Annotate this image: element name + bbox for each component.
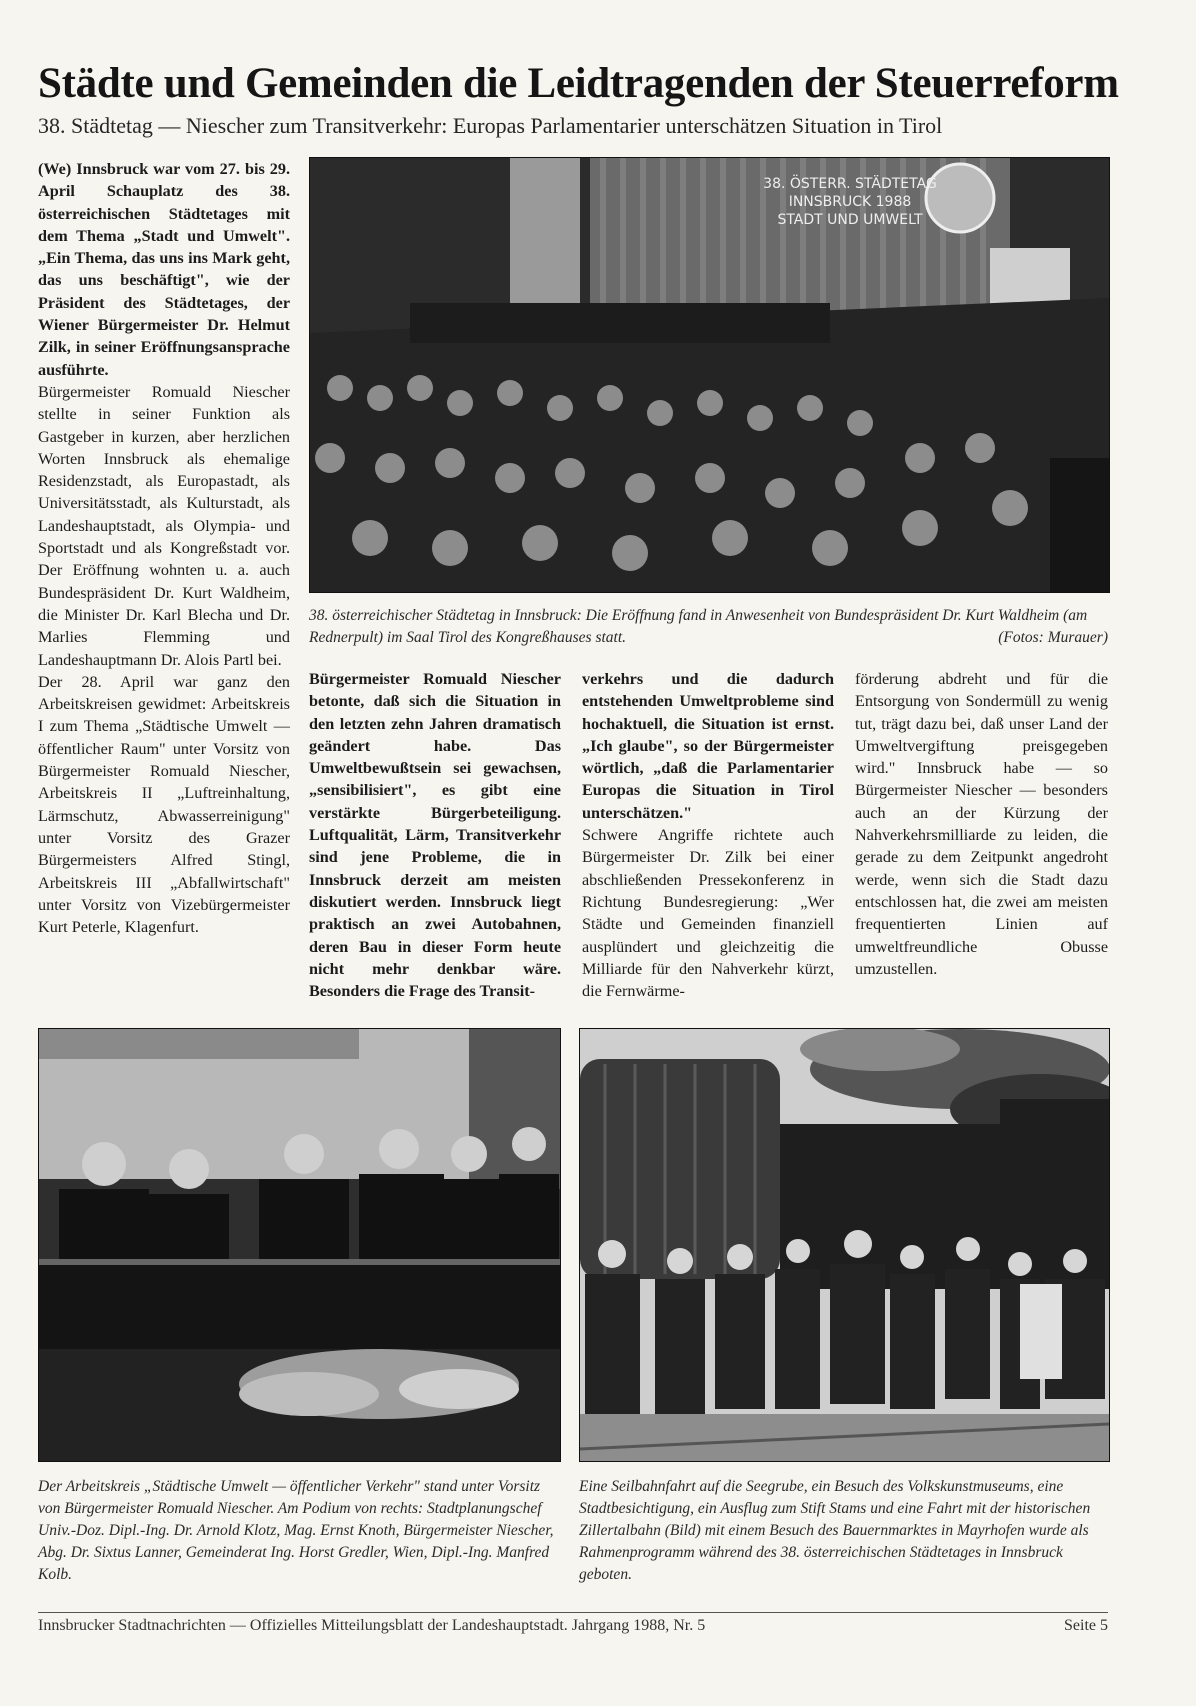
body-paragraph: förderung abdreht und für die Entsorgung von Sondermüll zu wenig tut, trägt dazu bei, daß unser Land der Umweltvergiftung preisgegeben wird." Innsbruck habe — so Bürgermeister Niescher — besonders auch an der Kürzung der Nahverkehrsmilliarde zu leiden, die gerade zu dem Zeitpunkt angedroht werde, wenn sich die Stadt dazu entschlossen hat, die zwei am meisten frequentierten Linien auf umweltfreundliche Obusse umzustellen.: [855, 670, 1108, 978]
footer-rule: [38, 1612, 1108, 1613]
podium-photo-caption: Der Arbeitskreis „Städtische Umwelt — öffentlicher Verkehr" stand unter Vorsitz von Bürgermeister Romuald Niescher. Am Podium von rechts: Stadtplanungschef Univ.-Doz. Dipl.-Ing. Dr. Arnold Klotz, Mag. Ernst Knoth, Bürgermeister Niescher, Abg. Dr. Sixtus Lanner, Gemeinderat Ing. Horst Gredler, Wien, Dipl.-Ing. Manfred Kolb.: [38, 1478, 554, 1583]
subheadline: 38. Städtetag — Niescher zum Transitverkehr: Europas Parlamentarier unterschätzen Situation in Tirol: [38, 113, 943, 138]
banner-line-1: 38. ÖSTERR. STÄDTETAG: [763, 176, 937, 192]
footer-publication: Innsbrucker Stadtnachrichten — Offizielles Mitteilungsblatt der Landeshauptstadt. Jahrgang 1988, Nr. 5: [38, 1617, 706, 1634]
conference-hall-image: [310, 158, 1109, 592]
footer-page-number: Seite 5: [1064, 1617, 1108, 1634]
article-column-4: [855, 668, 1108, 980]
train-photo-caption: Eine Seilbahnfahrt auf die Seegrube, ein Besuch des Volkskunstmuseums, eine Stadtbesichtigung, ein Ausflug zum Stift Stams und eine Fahrt mit der historischen Zillertalbahn (Bild) mit einem Besuch des Bauernmarktes in Mayrhofen wurde als Rahmenprogramm während des 38. österreichischen Städtetages in Innsbruck geboten.: [579, 1478, 1091, 1583]
train-image: [580, 1029, 1109, 1461]
body-paragraph: Der 28. April war ganz den Arbeitskreisen gewidmet: Arbeitskreis I zum Thema „Städtische Umwelt — öffentlicher Raum" unter Vorsitz von Bürgermeister Romuald Niescher, Arbeitskreis II „Luftreinhaltung, Lärmschutz, Abwasserreinigung" unter Vorsitz des Grazer Bürgermeisters Alfred Stingl, Arbeitskreis III „Abfallwirtschaft" unter Vorsitz von Vizebürgermeister Kurt Peterle, Klagenfurt.: [38, 672, 290, 937]
article-column-3: [582, 668, 834, 1002]
main-caption-text: 38. österreichischer Städtetag in Innsbruck: Die Eröffnung fand in Anwesenheit von Bundespräsident Dr. Kurt Waldheim (am Rednerpult) im Saal Tirol des Kongreßhauses statt.: [309, 607, 1088, 646]
photo-train-excursion: [579, 1028, 1110, 1462]
body-paragraph-bold: verkehrs und die dadurch entstehenden Umweltprobleme sind hochaktuell, die Situation ist ernst. „Ich glaube", so der Bürgermeister wörtlich, „daß die Parlamentarier Europas die Situation in Tirol unterschätzen.": [582, 670, 834, 822]
article-column-1: [38, 158, 290, 938]
banner-line-2: INNSBRUCK 1988: [788, 194, 912, 210]
main-photo-caption: [309, 605, 1108, 649]
article-column-2: [309, 668, 561, 1002]
banner-line-3: STADT UND UMWELT: [777, 212, 923, 228]
photo-credit: (Fotos: Murauer): [998, 629, 1108, 646]
photo-conference-hall: [309, 157, 1110, 593]
photo-podium: [38, 1028, 561, 1462]
lead-paragraph: (We) Innsbruck war vom 27. bis 29. April Schauplatz des 38. österreichischen Städtetages mit dem Thema „Stadt und Umwelt". „Ein Thema, das uns ins Mark geht, das uns beschäftigt", wie der Präsident des Städtetages, der Wiener Bürgermeister Dr. Helmut Zilk, in seiner Eröffnungsansprache ausführte.: [38, 160, 290, 379]
body-paragraph: Bürgermeister Romuald Niescher stellte in seiner Funktion als Gastgeber in kurzen, aber herzlichen Worten Innsbruck als ehemalige Residenzstadt, als Europastadt, als Universitätsstadt, als Kulturstadt, als Landeshauptstadt, als Olympia- und Sportstadt und als Kongreßstadt vor. Der Eröffnung wohnten u. a. auch Bundespräsident Dr. Kurt Waldheim, die Minister Dr. Karl Blecha und Dr. Marlies Flemming und Landeshauptmann Dr. Alois Partl bei.: [38, 382, 290, 669]
body-paragraph: Schwere Angriffe richtete auch Bürgermeister Dr. Zilk bei einer abschließenden Pressekonferenz in Richtung Bundesregierung: „Wer Städte und Gemeinden finanziell ausplündert und gleichzeitig die Milliarde für den Nahverkehr kürzt, die Fernwärme-: [582, 826, 834, 1001]
body-paragraph: Bürgermeister Romuald Niescher betonte, daß sich die Situation in den letzten zehn Jahren dramatisch geändert habe. Das Umweltbewußtsein sei gewachsen, „sensibilisiert", es gibt eine verstärkte Bürgerbeteiligung. Luftqualität, Lärm, Transitverkehr sind jene Probleme, die in Innsbruck derzeit am meisten diskutiert werden. Innsbruck liegt praktisch an zwei Autobahnen, deren Bau in dieser Form heute nicht mehr denkbar wäre. Besonders die Frage des Transit-: [309, 670, 561, 1001]
podium-image: [39, 1029, 560, 1461]
headline: Städte und Gemeinden die Leidtragenden der Steuerreform: [38, 60, 1119, 107]
